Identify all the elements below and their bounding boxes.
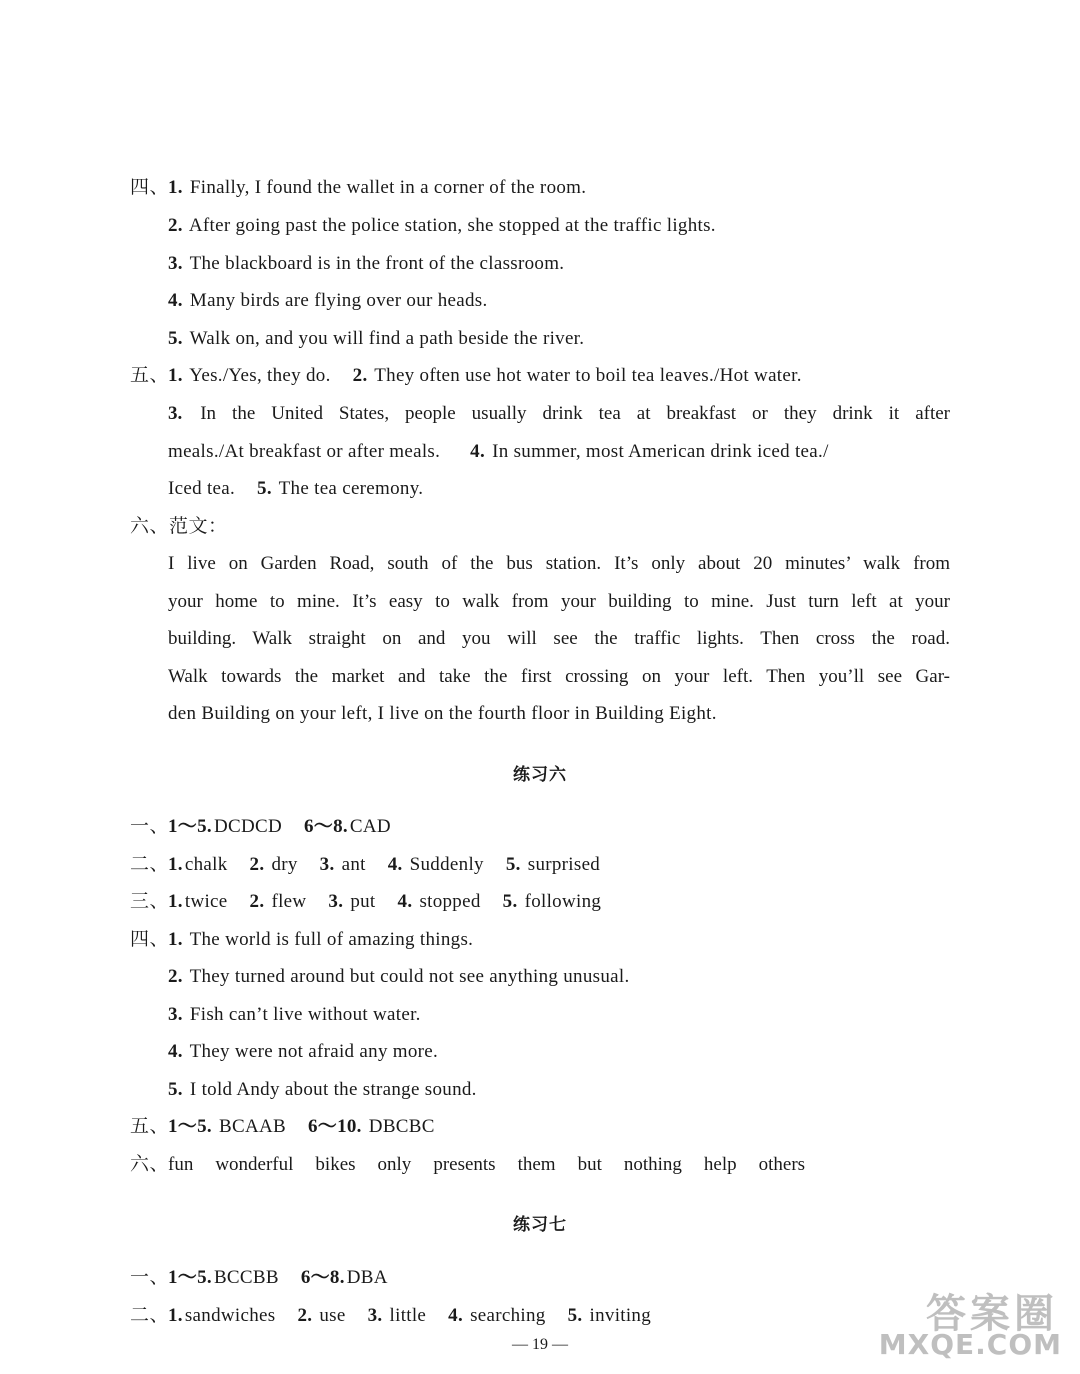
answer-line: 1. Yes./Yes, they do. 2. They often use hot water to boil tea leaves./Hot water.	[168, 365, 802, 386]
word-list	[168, 1153, 827, 1177]
section-marker-5: 五、	[130, 365, 170, 386]
answer-line: 5. I told Andy about the strange sound.	[168, 1079, 477, 1100]
answer-line: 2. After going past the police station, she stopped at the traffic lights.	[168, 215, 716, 236]
answer-line: 4. They were not afraid any more.	[168, 1041, 439, 1062]
section-marker-1: 一、	[130, 1267, 170, 1288]
essay-line: Walk towards the market and take the first crossing on your left. Then you’ll see Gar-	[168, 666, 950, 687]
answer-line: 1～5. DCDCD 6～8. CAD	[168, 816, 391, 837]
answer-line: 1～5. BCAAB 6～10. DBCBC	[168, 1116, 435, 1137]
answer-line: 1. sandwiches 2. use 3. little 4. searching 5. inviting	[168, 1305, 652, 1326]
word: them	[517, 1154, 556, 1175]
section-marker-6: 六、范文：	[130, 516, 228, 537]
essay-line: I live on Garden Road, south of the bus station. It’s only about 20 minutes’ walk from	[168, 553, 950, 574]
word: nothing	[623, 1154, 682, 1175]
section-marker-6: 六、	[130, 1154, 170, 1175]
answer-line: 1. Finally, I found the wallet in a corner of the room.	[168, 177, 587, 198]
answer-line: 3. In the United States, people usually drink tea at breakfast or they drink it after	[168, 403, 950, 424]
section-marker-4: 四、	[130, 929, 170, 950]
word: but	[577, 1154, 602, 1175]
section-marker-2: 二、	[130, 854, 170, 875]
watermark-text: 答案圈	[926, 1291, 1058, 1337]
answer-line: 1～5. BCCBB 6～8. DBA	[168, 1267, 388, 1288]
watermark-url: MXQE.COM	[878, 1328, 1062, 1361]
section-marker-4: 四、	[130, 177, 170, 198]
essay-line: your home to mine. It’s easy to walk from your building to mine. Just turn left at your	[168, 591, 950, 612]
answer-line: 2. They turned around but could not see anything unusual.	[168, 966, 630, 987]
word: help	[703, 1154, 737, 1175]
answer-line: 5. Walk on, and you will find a path beside the river.	[168, 328, 585, 349]
answer-line: meals./At breakfast or after meals. 4. In summer, most American drink iced tea./	[168, 441, 829, 462]
section-title-ex6: 练习六	[513, 765, 567, 785]
answer-line: 4. Many birds are flying over our heads.	[168, 290, 488, 311]
word: others	[758, 1154, 806, 1175]
word: presents	[433, 1154, 496, 1175]
section-marker-1: 一、	[130, 816, 170, 837]
section-marker-3: 三、	[130, 891, 170, 912]
section-marker-2: 二、	[130, 1305, 170, 1326]
section-title-ex7: 练习七	[513, 1215, 567, 1235]
answer-line: 1. twice 2. flew 3. put 4. stopped 5. following	[168, 891, 602, 912]
page-number: — 19 —	[512, 1336, 568, 1353]
answer-line: 3. The blackboard is in the front of the classroom.	[168, 253, 565, 274]
section-marker-5: 五、	[130, 1116, 170, 1137]
word: wonderful	[215, 1154, 294, 1175]
word: bikes	[315, 1154, 356, 1175]
answer-line: 1. chalk 2. dry 3. ant 4. Suddenly 5. surprised	[168, 854, 601, 875]
word: only	[377, 1154, 412, 1175]
word: fun	[168, 1154, 194, 1175]
watermark-logo	[878, 1282, 1066, 1366]
essay-line: building. Walk straight on and you will see the traffic lights. Then cross the road.	[168, 628, 950, 649]
answer-line: 1. The world is full of amazing things.	[168, 929, 474, 950]
answer-line: 3. Fish can’t live without water.	[168, 1004, 421, 1025]
essay-line: den Building on your left, I live on the fourth floor in Building Eight.	[168, 703, 717, 724]
answer-line: Iced tea. 5. The tea ceremony.	[168, 478, 424, 499]
